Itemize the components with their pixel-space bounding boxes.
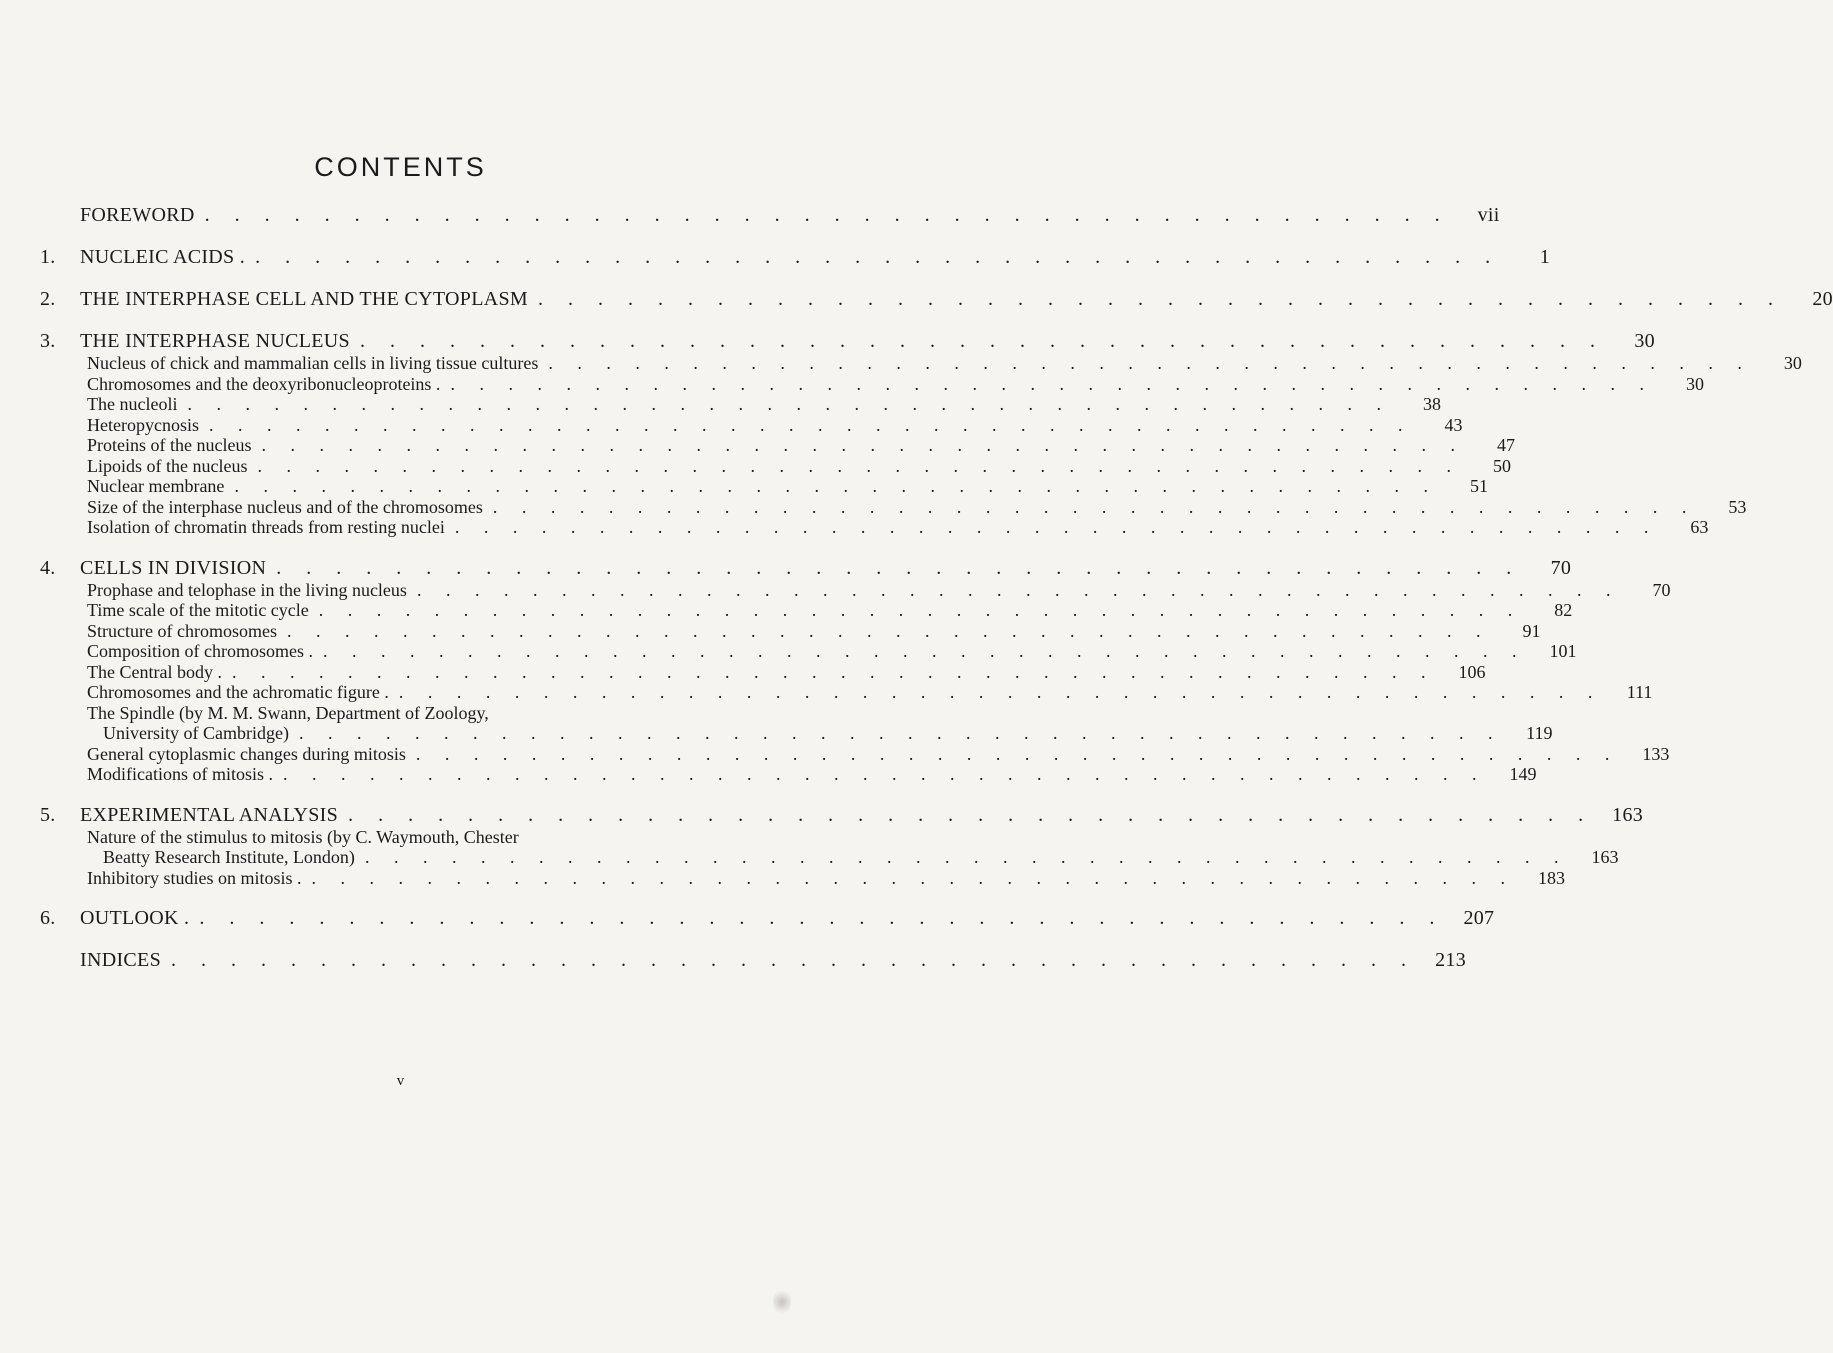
entry-page-number: 51 [1469, 476, 1488, 496]
entry-page-number: 163 [1591, 847, 1619, 867]
entry-title: Nature of the stimulus to mitosis (by C. Waymouth, Chester [87, 826, 519, 847]
entry-title: Proteins of the nucleus [87, 435, 252, 455]
entry-page-number: 119 [1526, 723, 1553, 743]
leader-dots: . . . . . . . . . . . . . . . . . . . . . . . . . . . . . . . . . . . . . . . . . . [187, 394, 1391, 414]
entry-title: Chromosomes and the deoxyribonucleoproteins . [87, 373, 441, 394]
entry-title: FOREWORD [80, 204, 195, 226]
toc-section-entry [40, 867, 1566, 889]
toc-section-entry [40, 682, 1653, 703]
entry-title: Size of the interphase nucleus and of the chromosomes [87, 496, 483, 517]
toc-chapter-entry [40, 245, 1551, 269]
entry-page-number: 43 [1444, 414, 1463, 435]
entry-page-number: 70 [1550, 556, 1572, 579]
entry-page-number: 63 [1690, 517, 1709, 537]
entry-page-number: 106 [1458, 661, 1486, 682]
entry-title: THE INTERPHASE NUCLEUS [80, 330, 350, 352]
entry-title: EXPERIMENTAL ANALYSIS [80, 803, 339, 826]
chapter-number: 2. [40, 288, 56, 310]
entry-title: Inhibitory studies on mitosis . [87, 867, 302, 888]
toc-section-entry [40, 764, 1537, 785]
toc-section-entry [40, 373, 1704, 395]
leader-dots: . . . . . . . . . . . . . . . . . . . . . . . . . . . . . . . . . . . . . . . . . . [208, 414, 1413, 435]
entry-title: Beatty Research Institute, London) [103, 847, 355, 867]
entry-page-number: 47 [1496, 435, 1515, 455]
toc-section-entry [40, 435, 1515, 456]
toc-section-entry [40, 579, 1671, 601]
entry-title: Chromosomes and the achromatic figure . [87, 682, 389, 702]
leader-dots: . . . . . . . . . . . . . . . . . . . . . . . . . . . . . . . . . . . . . . . . . . [492, 496, 1697, 517]
leader-dots: . . . . . . . . . . . . . . . . . . . . . . . . . . . . . . . . . . . . . . . . . . [359, 330, 1605, 352]
leader-dots: . . . . . . . . . . . . . . . . . . . . . . . . . . . . . . . . . . . . . . . . . . [204, 204, 1450, 226]
toc-section-entry [40, 723, 1553, 744]
toc-section-entry [40, 476, 1488, 497]
entry-page-number: 70 [1652, 579, 1671, 600]
leader-dots: . . . . . . . . . . . . . . . . . . . . . . . . . . . . . . . . . . . . . . . . . . [318, 600, 1523, 620]
entry-title: Structure of chromosomes [87, 620, 277, 641]
entry-title: Composition of chromosomes . [87, 641, 313, 661]
entry-title: Isolation of chromatin threads from resting nuclei [87, 517, 445, 537]
entry-page-number: 30 [1685, 373, 1704, 394]
entry-title: University of Cambridge) [103, 723, 289, 743]
entry-page-number: 38 [1422, 394, 1441, 414]
leader-dots: . . . . . . . . . . . . . . . . . . . . . . . . . . . . . . . . . . . . . . . . . . [276, 556, 1522, 579]
chapter-number: 5. [40, 803, 56, 826]
table-of-contents [40, 203, 1833, 972]
chapter-number: 1. [40, 246, 56, 268]
paper-smudge [773, 1288, 791, 1316]
entry-page-number: 30 [1783, 353, 1802, 373]
entry-page-number: 207 [1463, 907, 1495, 929]
leader-dots: . . . . . . . . . . . . . . . . . . . . . . . . . . . . . . . . . . . . . . . . . . [450, 373, 1654, 394]
leader-dots: . . . . . . . . . . . . . . . . . . . . . . . . . . . . . . . . . . . . . . . . . . [548, 353, 1752, 373]
page-number-footer: v [396, 1073, 405, 1089]
toc-section-entry [40, 353, 1802, 374]
toc-section-entry [40, 414, 1463, 436]
entry-title: General cytoplasmic changes during mitosis [87, 743, 406, 764]
entry-page-number: 20 [1812, 288, 1833, 310]
entry-title: Lipoids of the nucleus [87, 455, 248, 476]
page-title: CONTENTS [314, 152, 487, 182]
toc-section-entry [40, 743, 1670, 765]
entry-title: Heteropycnosis [87, 414, 199, 435]
entry-title: CELLS IN DIVISION [80, 556, 267, 579]
entry-title: Modifications of mitosis . [87, 764, 273, 784]
toc-section-entry [40, 496, 1747, 518]
leader-dots: . . . . . . . . . . . . . . . . . . . . . . . . . . . . . . . . . . . . . . . . . . [348, 803, 1594, 826]
entry-title: The nucleoli [87, 394, 178, 414]
chapter-number: 4. [40, 556, 56, 579]
toc-section-entry [40, 455, 1511, 477]
entry-title: Prophase and telophase in the living nucleus [87, 579, 407, 600]
leader-dots: . . . . . . . . . . . . . . . . . . . . . . . . . . . . . . . . . . . . . . . . . . [286, 620, 1491, 641]
toc-section-entry [40, 641, 1577, 662]
toc-chapter-entry [40, 329, 1655, 353]
entry-title: INDICES [80, 949, 161, 971]
entry-title: OUTLOOK . [80, 907, 190, 929]
chapter-number: 3. [40, 330, 56, 352]
toc-chapter-entry [40, 906, 1495, 930]
entry-title: The Spindle (by M. M. Swann, Department of Zoology, [87, 702, 489, 723]
entry-page-number: 82 [1554, 600, 1573, 620]
toc-section-entry [40, 517, 1709, 538]
toc-chapter-entry [40, 948, 1466, 972]
toc-section-entry [40, 600, 1573, 621]
leader-dots: . . . . . . . . . . . . . . . . . . . . . . . . . . . . . . . . . . . . . . . . . . [298, 723, 1503, 743]
toc-section-entry [40, 661, 1486, 683]
entry-page-number: 91 [1522, 620, 1541, 641]
toc-section-entry [40, 827, 720, 848]
entry-page-number: 133 [1642, 743, 1670, 764]
leader-dots: . . . . . . . . . . . . . . . . . . . . . . . . . . . . . . . . . . . . . . . . . . [231, 661, 1436, 682]
leader-dots: . . . . . . . . . . . . . . . . . . . . . . . . . . . . . . . . . . . . . . . . . . [311, 867, 1516, 888]
entry-page-number: 149 [1509, 764, 1537, 784]
leader-dots: . . . . . . . . . . . . . . . . . . . . . . . . . . . . . . . . . . . . . . . . . . [454, 517, 1659, 537]
leader-dots: . . . . . . . . . . . . . . . . . . . . . . . . . . . . . . . . . . . . . . . . . . [234, 476, 1438, 496]
leader-dots: . . . . . . . . . . . . . . . . . . . . . . . . . . . . . . . . . . . . . . . . . . [415, 743, 1620, 764]
entry-page-number: 111 [1626, 682, 1653, 702]
entry-title: NUCLEIC ACIDS . [80, 246, 246, 268]
leader-dots: . . . . . . . . . . . . . . . . . . . . . . . . . . . . . . . . . . . . . . . . . . [416, 579, 1621, 600]
leader-dots: . . . . . . . . . . . . . . . . . . . . . . . . . . . . . . . . . . . . . . . . . . [364, 847, 1569, 867]
leader-dots: . . . . . . . . . . . . . . . . . . . . . . . . . . . . . . . . . . . . . . . . . . [255, 246, 1501, 268]
entry-title: The Central body . [87, 661, 222, 682]
leader-dots: . . . . . . . . . . . . . . . . . . . . . . . . . . . . . . . . . . . . . . . . . . [398, 682, 1603, 702]
entry-page-number: 101 [1549, 641, 1577, 661]
entry-page-number: 53 [1728, 496, 1747, 517]
chapter-number: 6. [40, 907, 56, 929]
leader-dots: . . . . . . . . . . . . . . . . . . . . . . . . . . . . . . . . . . . . . . . . . . [283, 764, 1487, 784]
entry-title: Nuclear membrane [87, 476, 225, 496]
toc-chapter-entry [40, 203, 1500, 227]
entry-title: Nucleus of chick and mammalian cells in living tissue cultures [87, 353, 539, 373]
entry-page-number: 1 [1539, 246, 1551, 268]
entry-page-number: 30 [1634, 330, 1655, 352]
toc-chapter-entry [40, 803, 1644, 827]
leader-dots: . . . . . . . . . . . . . . . . . . . . . . . . . . . . . . . . . . . . . . . . . . [323, 641, 1527, 661]
entry-page-number: 163 [1612, 803, 1644, 826]
toc-chapter-entry [40, 287, 1833, 311]
entry-page-number: 213 [1435, 949, 1466, 971]
leader-dots: . . . . . . . . . . . . . . . . . . . . . . . . . . . . . . . . . . . . . . . . . . [171, 949, 1416, 971]
leader-dots: . . . . . . . . . . . . . . . . . . . . . . . . . . . . . . . . . . . . . . . . . . [537, 288, 1783, 310]
entry-title: Time scale of the mitotic cycle [87, 600, 309, 620]
entry-page-number: 183 [1538, 867, 1566, 888]
toc-section-entry [40, 703, 720, 724]
leader-dots: . . . . . . . . . . . . . . . . . . . . . . . . . . . . . . . . . . . . . . . . . . [199, 907, 1445, 929]
toc-section-entry [40, 847, 1619, 868]
toc-section-entry [40, 394, 1441, 415]
entry-page-number: 50 [1492, 455, 1511, 476]
leader-dots: . . . . . . . . . . . . . . . . . . . . . . . . . . . . . . . . . . . . . . . . . . [261, 435, 1465, 455]
toc-section-entry [40, 620, 1541, 642]
toc-chapter-entry [40, 556, 1572, 580]
entry-page-number: vii [1477, 204, 1500, 226]
entry-title: THE INTERPHASE CELL AND THE CYTOPLASM [80, 288, 528, 310]
leader-dots: . . . . . . . . . . . . . . . . . . . . . . . . . . . . . . . . . . . . . . . . . . [257, 455, 1461, 476]
